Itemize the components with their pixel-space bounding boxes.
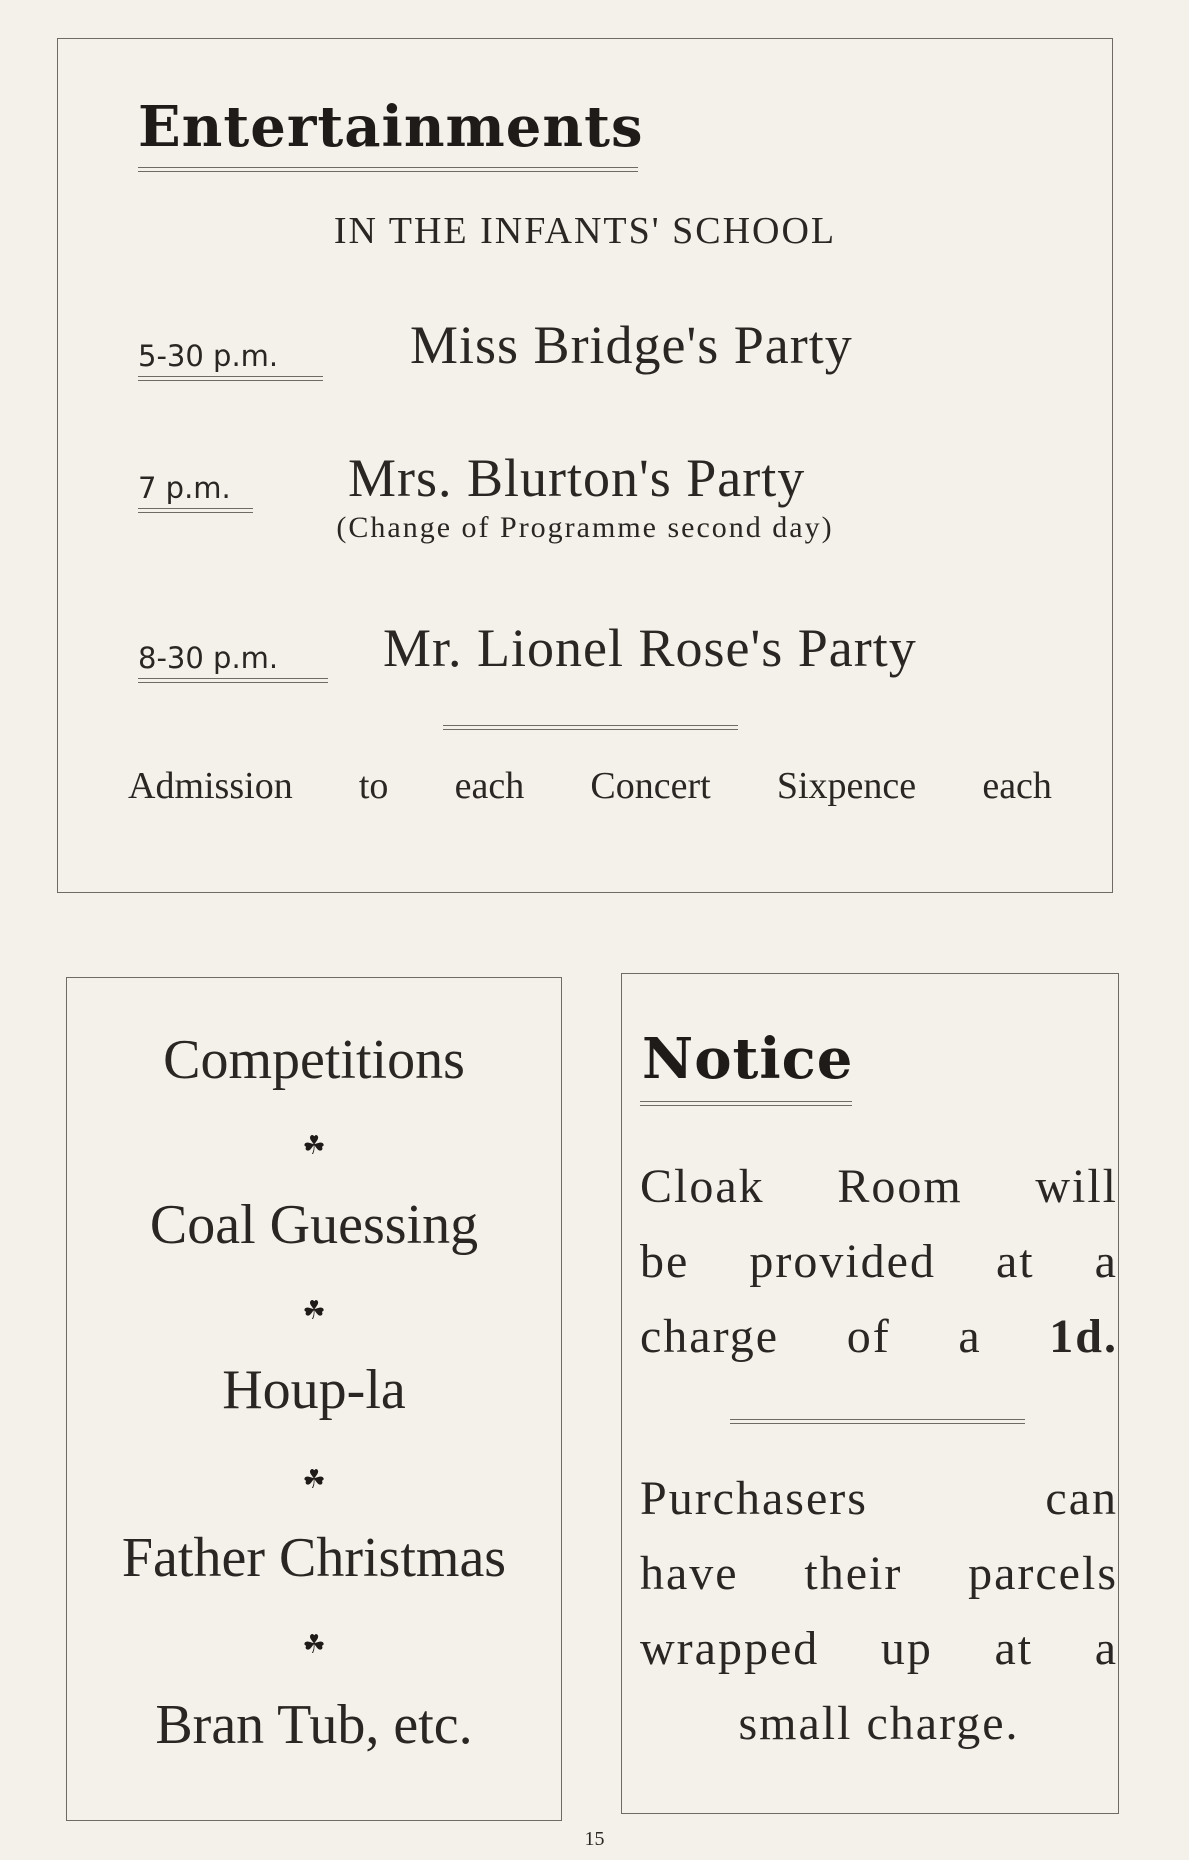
event-time: 5-30 p.m.: [138, 339, 279, 373]
notice-title: Notice: [642, 1026, 854, 1092]
title-underline: [138, 167, 638, 172]
entertainments-panel: [57, 38, 1113, 893]
competition-item: Bran Tub, etc.: [155, 1694, 473, 1756]
competition-item: Houp-la: [222, 1359, 406, 1421]
competitions-title: Competitions: [163, 1029, 465, 1091]
section-divider: [443, 725, 738, 730]
competition-item: Father Christmas: [121, 1527, 507, 1589]
event-time: 8-30 p.m.: [138, 641, 279, 675]
time-underline: [138, 678, 328, 683]
programme-change-note: (Change of Programme second day): [336, 511, 834, 544]
event-party: Mrs. Blurton's Party: [348, 448, 806, 508]
event-time: 7 p.m.: [138, 471, 231, 505]
notice-line: have their parcels: [640, 1547, 1118, 1600]
notice-line: be provided at a: [640, 1235, 1118, 1288]
fleuron-icon: ☘: [302, 1131, 326, 1160]
competition-item: Coal Guessing: [149, 1194, 479, 1256]
notice-line: charge of a 1d.: [640, 1310, 1118, 1363]
event-party: Mr. Lionel Rose's Party: [383, 618, 917, 678]
fleuron-icon: ☘: [302, 1630, 326, 1659]
notice-line: Purchasers can: [640, 1472, 1118, 1525]
notice-line: wrapped up at a: [640, 1622, 1118, 1675]
admission-line: Admission to each Concert Sixpence each: [128, 765, 1052, 807]
fleuron-icon: ☘: [302, 1465, 326, 1494]
notice-line: small charge.: [738, 1697, 1020, 1750]
entertainments-title: Entertainments: [138, 94, 644, 160]
notice-line: Cloak Room will: [640, 1160, 1118, 1213]
time-underline: [138, 376, 323, 381]
page-number: 15: [584, 1828, 605, 1850]
notice-panel: [621, 973, 1119, 1814]
fleuron-icon: ☘: [302, 1296, 326, 1325]
title-underline: [640, 1101, 852, 1106]
charge-amount: 1d.: [1049, 1310, 1118, 1363]
entertainments-subtitle: IN THE INFANTS' SCHOOL: [333, 210, 837, 252]
section-divider: [730, 1419, 1025, 1424]
competitions-panel: [66, 977, 562, 1821]
event-party: Miss Bridge's Party: [410, 315, 853, 375]
